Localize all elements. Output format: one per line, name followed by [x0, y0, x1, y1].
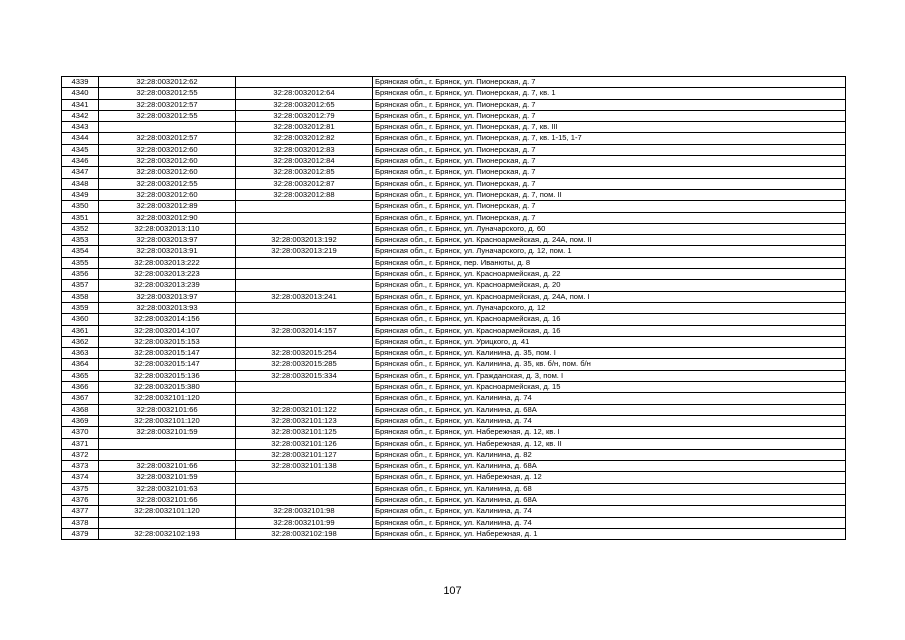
address-cell: Брянская обл., г. Брянск, ул. Калинина, д. 74 — [373, 415, 846, 426]
record-number-cell: 4364 — [62, 359, 99, 370]
address-cell: Брянская обл., г. Брянск, ул. Пионерская, д. 7 — [373, 212, 846, 223]
object-cadastral-number-cell: 32:28:0032101:99 — [236, 517, 373, 528]
address-cell: Брянская обл., г. Брянск, ул. Луначарского, д. 12, пом. 1 — [373, 246, 846, 257]
object-cadastral-number-cell: 32:28:0032012:85 — [236, 167, 373, 178]
object-cadastral-number-cell: 32:28:0032012:88 — [236, 189, 373, 200]
object-cadastral-number-cell: 32:28:0032013:219 — [236, 246, 373, 257]
table-row — [62, 223, 846, 234]
parcel-cadastral-number-cell — [99, 517, 236, 528]
table-row — [62, 483, 846, 494]
parcel-cadastral-number-cell: 32:28:0032015:136 — [99, 370, 236, 381]
object-cadastral-number-cell: 32:28:0032102:198 — [236, 528, 373, 539]
object-cadastral-number-cell: 32:28:0032015:334 — [236, 370, 373, 381]
object-cadastral-number-cell: 32:28:0032015:285 — [236, 359, 373, 370]
record-number-cell: 4354 — [62, 246, 99, 257]
table-row — [62, 382, 846, 393]
object-cadastral-number-cell: 32:28:0032101:98 — [236, 506, 373, 517]
parcel-cadastral-number-cell: 32:28:0032013:93 — [99, 302, 236, 313]
parcel-cadastral-number-cell: 32:28:0032012:57 — [99, 99, 236, 110]
record-number-cell: 4350 — [62, 201, 99, 212]
object-cadastral-number-cell — [236, 269, 373, 280]
object-cadastral-number-cell — [236, 223, 373, 234]
parcel-cadastral-number-cell: 32:28:0032015:147 — [99, 348, 236, 359]
address-cell: Брянская обл., г. Брянск, ул. Красноармейская, д. 20 — [373, 280, 846, 291]
record-number-cell: 4370 — [62, 427, 99, 438]
record-number-cell: 4357 — [62, 280, 99, 291]
table-row — [62, 302, 846, 313]
address-cell: Брянская обл., г. Брянск, ул. Пионерская, д. 7 — [373, 99, 846, 110]
object-cadastral-number-cell — [236, 314, 373, 325]
object-cadastral-number-cell — [236, 393, 373, 404]
record-number-cell: 4362 — [62, 336, 99, 347]
record-number-cell: 4347 — [62, 167, 99, 178]
address-cell: Брянская обл., г. Брянск, пер. Иванюты, д. 8 — [373, 257, 846, 268]
parcel-cadastral-number-cell: 32:28:0032012:60 — [99, 156, 236, 167]
record-number-cell: 4372 — [62, 449, 99, 460]
address-cell: Брянская обл., г. Брянск, ул. Калинина, д. 68 — [373, 483, 846, 494]
table-row — [62, 404, 846, 415]
address-cell: Брянская обл., г. Брянск, ул. Пионерская, д. 7 — [373, 144, 846, 155]
record-number-cell: 4348 — [62, 178, 99, 189]
object-cadastral-number-cell: 32:28:0032012:81 — [236, 122, 373, 133]
record-number-cell: 4344 — [62, 133, 99, 144]
parcel-cadastral-number-cell: 32:28:0032012:55 — [99, 110, 236, 121]
address-cell: Брянская обл., г. Брянск, ул. Набережная, д. 12 — [373, 472, 846, 483]
table-row — [62, 189, 846, 200]
parcel-cadastral-number-cell — [99, 122, 236, 133]
object-cadastral-number-cell: 32:28:0032101:138 — [236, 461, 373, 472]
record-number-cell: 4373 — [62, 461, 99, 472]
parcel-cadastral-number-cell: 32:28:0032012:60 — [99, 189, 236, 200]
parcel-cadastral-number-cell: 32:28:0032012:60 — [99, 144, 236, 155]
table-row — [62, 438, 846, 449]
parcel-cadastral-number-cell: 32:28:0032101:59 — [99, 427, 236, 438]
object-cadastral-number-cell — [236, 494, 373, 505]
address-cell: Брянская обл., г. Брянск, ул. Набережная, д. 12, кв. I — [373, 427, 846, 438]
object-cadastral-number-cell: 32:28:0032012:65 — [236, 99, 373, 110]
object-cadastral-number-cell: 32:28:0032013:241 — [236, 291, 373, 302]
parcel-cadastral-number-cell: 32:28:0032012:55 — [99, 88, 236, 99]
address-cell: Брянская обл., г. Брянск, ул. Калинина, д. 68А — [373, 404, 846, 415]
address-cell: Брянская обл., г. Брянск, ул. Набережная, д. 1 — [373, 528, 846, 539]
record-number-cell: 4342 — [62, 110, 99, 121]
address-cell: Брянская обл., г. Брянск, ул. Пионерская, д. 7, кв. 1-15, 1-7 — [373, 133, 846, 144]
object-cadastral-number-cell: 32:28:0032014:157 — [236, 325, 373, 336]
record-number-cell: 4340 — [62, 88, 99, 99]
table-row — [62, 156, 846, 167]
table-row — [62, 393, 846, 404]
address-cell: Брянская обл., г. Брянск, ул. Набережная, д. 12, кв. II — [373, 438, 846, 449]
address-cell: Брянская обл., г. Брянск, ул. Красноармейская, д. 24А, пом. II — [373, 235, 846, 246]
object-cadastral-number-cell — [236, 302, 373, 313]
parcel-cadastral-number-cell: 32:28:0032101:66 — [99, 404, 236, 415]
object-cadastral-number-cell: 32:28:0032012:79 — [236, 110, 373, 121]
address-cell: Брянская обл., г. Брянск, ул. Луначарского, д. 12 — [373, 302, 846, 313]
address-cell: Брянская обл., г. Брянск, ул. Гражданская, д. 3, пом. I — [373, 370, 846, 381]
parcel-cadastral-number-cell: 32:28:0032101:120 — [99, 415, 236, 426]
record-number-cell: 4360 — [62, 314, 99, 325]
table-row — [62, 246, 846, 257]
address-cell: Брянская обл., г. Брянск, ул. Красноармейская, д. 15 — [373, 382, 846, 393]
object-cadastral-number-cell: 32:28:0032101:126 — [236, 438, 373, 449]
parcel-cadastral-number-cell: 32:28:0032012:57 — [99, 133, 236, 144]
address-cell: Брянская обл., г. Брянск, ул. Урицкого, д. 41 — [373, 336, 846, 347]
object-cadastral-number-cell — [236, 201, 373, 212]
object-cadastral-number-cell: 32:28:0032101:122 — [236, 404, 373, 415]
parcel-cadastral-number-cell: 32:28:0032101:66 — [99, 461, 236, 472]
table-row — [62, 359, 846, 370]
address-cell: Брянская обл., г. Брянск, ул. Луначарского, д. 60 — [373, 223, 846, 234]
table-row — [62, 77, 846, 88]
parcel-cadastral-number-cell: 32:28:0032013:97 — [99, 235, 236, 246]
address-cell: Брянская обл., г. Брянск, ул. Калинина, д. 35, кв. б/н, пом. б/н — [373, 359, 846, 370]
address-cell: Брянская обл., г. Брянск, ул. Пионерская, д. 7, кв. 1 — [373, 88, 846, 99]
parcel-cadastral-number-cell: 32:28:0032101:120 — [99, 506, 236, 517]
parcel-cadastral-number-cell: 32:28:0032013:222 — [99, 257, 236, 268]
object-cadastral-number-cell — [236, 77, 373, 88]
parcel-cadastral-number-cell: 32:28:0032012:55 — [99, 178, 236, 189]
table-row — [62, 528, 846, 539]
record-number-cell: 4376 — [62, 494, 99, 505]
table-row — [62, 88, 846, 99]
record-number-cell: 4371 — [62, 438, 99, 449]
address-cell: Брянская обл., г. Брянск, ул. Пионерская, д. 7 — [373, 110, 846, 121]
table-row — [62, 461, 846, 472]
object-cadastral-number-cell: 32:28:0032012:83 — [236, 144, 373, 155]
parcel-cadastral-number-cell: 32:28:0032101:59 — [99, 472, 236, 483]
parcel-cadastral-number-cell: 32:28:0032101:120 — [99, 393, 236, 404]
table-row — [62, 99, 846, 110]
object-cadastral-number-cell — [236, 483, 373, 494]
table-row — [62, 415, 846, 426]
record-number-cell: 4341 — [62, 99, 99, 110]
table-row — [62, 269, 846, 280]
record-number-cell: 4369 — [62, 415, 99, 426]
address-cell: Брянская обл., г. Брянск, ул. Красноармейская, д. 22 — [373, 269, 846, 280]
address-cell: Брянская обл., г. Брянск, ул. Калинина, д. 68А — [373, 461, 846, 472]
record-number-cell: 4377 — [62, 506, 99, 517]
address-cell: Брянская обл., г. Брянск, ул. Пионерская, д. 7 — [373, 201, 846, 212]
table-row — [62, 517, 846, 528]
address-cell: Брянская обл., г. Брянск, ул. Калинина, д. 82 — [373, 449, 846, 460]
address-cell: Брянская обл., г. Брянск, ул. Пионерская, д. 7, пом. II — [373, 189, 846, 200]
table-row — [62, 314, 846, 325]
record-number-cell: 4356 — [62, 269, 99, 280]
parcel-cadastral-number-cell: 32:28:0032014:156 — [99, 314, 236, 325]
record-number-cell: 4345 — [62, 144, 99, 155]
object-cadastral-number-cell: 32:28:0032101:125 — [236, 427, 373, 438]
table-row — [62, 144, 846, 155]
table-row — [62, 280, 846, 291]
table-row — [62, 336, 846, 347]
table-row — [62, 178, 846, 189]
object-cadastral-number-cell: 32:28:0032101:123 — [236, 415, 373, 426]
address-cell: Брянская обл., г. Брянск, ул. Пионерская, д. 7 — [373, 77, 846, 88]
record-number-cell: 4355 — [62, 257, 99, 268]
address-cell: Брянская обл., г. Брянск, ул. Калинина, д. 35, пом. I — [373, 348, 846, 359]
address-cell: Брянская обл., г. Брянск, ул. Пионерская, д. 7 — [373, 156, 846, 167]
parcel-cadastral-number-cell: 32:28:0032101:63 — [99, 483, 236, 494]
record-number-cell: 4365 — [62, 370, 99, 381]
record-number-cell: 4353 — [62, 235, 99, 246]
table-row — [62, 257, 846, 268]
parcel-cadastral-number-cell: 32:28:0032013:91 — [99, 246, 236, 257]
parcel-cadastral-number-cell: 32:28:0032014:107 — [99, 325, 236, 336]
record-number-cell: 4378 — [62, 517, 99, 528]
record-number-cell: 4352 — [62, 223, 99, 234]
object-cadastral-number-cell: 32:28:0032013:192 — [236, 235, 373, 246]
parcel-cadastral-number-cell: 32:28:0032102:193 — [99, 528, 236, 539]
address-cell: Брянская обл., г. Брянск, ул. Пионерская, д. 7, кв. III — [373, 122, 846, 133]
table-row — [62, 291, 846, 302]
table-row — [62, 235, 846, 246]
object-cadastral-number-cell: 32:28:0032012:87 — [236, 178, 373, 189]
table-row — [62, 506, 846, 517]
record-number-cell: 4343 — [62, 122, 99, 133]
table-row — [62, 167, 846, 178]
record-number-cell: 4358 — [62, 291, 99, 302]
object-cadastral-number-cell: 32:28:0032012:84 — [236, 156, 373, 167]
object-cadastral-number-cell: 32:28:0032012:82 — [236, 133, 373, 144]
address-cell: Брянская обл., г. Брянск, ул. Калинина, д. 74 — [373, 506, 846, 517]
object-cadastral-number-cell — [236, 336, 373, 347]
table-row — [62, 133, 846, 144]
object-cadastral-number-cell — [236, 382, 373, 393]
parcel-cadastral-number-cell: 32:28:0032015:380 — [99, 382, 236, 393]
table-row — [62, 325, 846, 336]
address-cell: Брянская обл., г. Брянск, ул. Красноармейская, д. 16 — [373, 314, 846, 325]
parcel-cadastral-number-cell: 32:28:0032013:223 — [99, 269, 236, 280]
record-number-cell: 4367 — [62, 393, 99, 404]
table-row — [62, 201, 846, 212]
table-row — [62, 427, 846, 438]
table-row — [62, 494, 846, 505]
record-number-cell: 4339 — [62, 77, 99, 88]
address-cell: Брянская обл., г. Брянск, ул. Калинина, д. 74 — [373, 393, 846, 404]
table-row — [62, 122, 846, 133]
record-number-cell: 4374 — [62, 472, 99, 483]
record-number-cell: 4379 — [62, 528, 99, 539]
table-row — [62, 370, 846, 381]
page-number: 107 — [443, 585, 462, 597]
table-row — [62, 472, 846, 483]
object-cadastral-number-cell — [236, 280, 373, 291]
address-cell: Брянская обл., г. Брянск, ул. Красноармейская, д. 24А, пом. I — [373, 291, 846, 302]
object-cadastral-number-cell: 32:28:0032012:64 — [236, 88, 373, 99]
parcel-cadastral-number-cell: 32:28:0032012:62 — [99, 77, 236, 88]
table-row — [62, 348, 846, 359]
record-number-cell: 4366 — [62, 382, 99, 393]
record-number-cell: 4375 — [62, 483, 99, 494]
parcel-cadastral-number-cell: 32:28:0032101:66 — [99, 494, 236, 505]
parcel-cadastral-number-cell: 32:28:0032015:147 — [99, 359, 236, 370]
parcel-cadastral-number-cell: 32:28:0032013:110 — [99, 223, 236, 234]
parcel-cadastral-number-cell: 32:28:0032013:97 — [99, 291, 236, 302]
object-cadastral-number-cell — [236, 257, 373, 268]
object-cadastral-number-cell: 32:28:0032015:254 — [236, 348, 373, 359]
parcel-cadastral-number-cell: 32:28:0032015:153 — [99, 336, 236, 347]
address-cell: Брянская обл., г. Брянск, ул. Пионерская, д. 7 — [373, 178, 846, 189]
parcel-cadastral-number-cell — [99, 438, 236, 449]
parcel-cadastral-number-cell: 32:28:0032012:90 — [99, 212, 236, 223]
object-cadastral-number-cell — [236, 472, 373, 483]
property-register-table — [61, 76, 846, 540]
table-row — [62, 212, 846, 223]
record-number-cell: 4346 — [62, 156, 99, 167]
table-row — [62, 110, 846, 121]
parcel-cadastral-number-cell — [99, 449, 236, 460]
object-cadastral-number-cell: 32:28:0032101:127 — [236, 449, 373, 460]
record-number-cell: 4351 — [62, 212, 99, 223]
record-number-cell: 4349 — [62, 189, 99, 200]
register-table-body — [62, 77, 846, 540]
record-number-cell: 4361 — [62, 325, 99, 336]
parcel-cadastral-number-cell: 32:28:0032012:60 — [99, 167, 236, 178]
address-cell: Брянская обл., г. Брянск, ул. Красноармейская, д. 16 — [373, 325, 846, 336]
record-number-cell: 4363 — [62, 348, 99, 359]
object-cadastral-number-cell — [236, 212, 373, 223]
parcel-cadastral-number-cell: 32:28:0032012:89 — [99, 201, 236, 212]
record-number-cell: 4368 — [62, 404, 99, 415]
record-number-cell: 4359 — [62, 302, 99, 313]
table-row — [62, 449, 846, 460]
parcel-cadastral-number-cell: 32:28:0032013:239 — [99, 280, 236, 291]
address-cell: Брянская обл., г. Брянск, ул. Калинина, д. 68А — [373, 494, 846, 505]
address-cell: Брянская обл., г. Брянск, ул. Калинина, д. 74 — [373, 517, 846, 528]
address-cell: Брянская обл., г. Брянск, ул. Пионерская, д. 7 — [373, 167, 846, 178]
